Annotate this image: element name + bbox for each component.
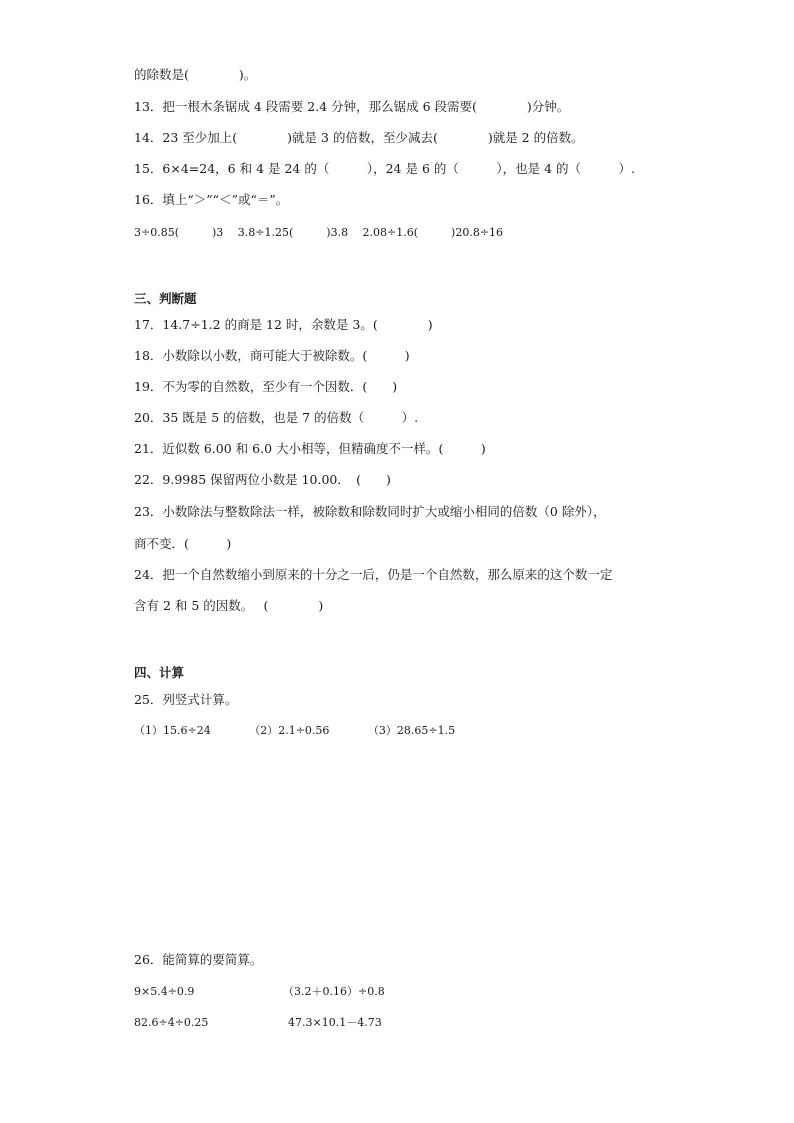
question-21: 21．近似数 6.00 和 6.0 大小相等，但精确度不一样。( ) [134, 441, 486, 456]
question-19: 19．不为零的自然数，至少有一个因数．( ) [134, 379, 398, 394]
question-26-expr-3: 82.6÷4÷0.25 [134, 1016, 209, 1029]
question-26-expr-2: （3.2＋0.16）÷0.8 [283, 985, 385, 998]
question-25-items: （1）15.6÷24 （2）2.1÷0.56 （3）28.65÷1.5 [134, 724, 456, 737]
question-16: 16．填上“＞”“＜”或“＝”。 [134, 192, 289, 207]
question-22: 22．9.9985 保留两位小数是 10.00． ( ) [134, 472, 391, 487]
question-23-line-1: 23．小数除法与整数除法一样，被除数和除数同时扩大或缩小相同的倍数（0 除外）， [134, 504, 606, 519]
question-26-expr-1: 9×5.4÷0.9 [134, 985, 195, 998]
question-15: 15．6×4=24，6 和 4 是 24 的（ ），24 是 6 的（ ），也是 4 的（ ）. [134, 161, 635, 176]
question-18: 18．小数除以小数，商可能大于被除数。( ) [134, 348, 410, 363]
question-13: 13．把一根木条锯成 4 段需要 2.4 分钟，那么锯成 6 段需要( )分钟。 [134, 99, 570, 114]
question-17: 17．14.7÷1.2 的商是 12 时，余数是 3。( ) [134, 317, 433, 332]
question-24-line-1: 24．把一个自然数缩小到原来的十分之一后，仍是一个自然数，那么原来的这个数一定 [134, 567, 613, 582]
question-25: 25．列竖式计算。 [134, 692, 238, 707]
question-23-line-2: 商不变．( ) [134, 536, 232, 551]
question-14: 14．23 至少加上( )就是 3 的倍数，至少减去( )就是 2 的倍数。 [134, 130, 584, 145]
question-24-line-2: 含有 2 和 5 的因数。 ( ) [134, 598, 324, 613]
question-16-items: 3÷0.85( )3 3.8÷1.25( )3.8 2.08÷1.6( )20.8÷16 [134, 226, 504, 239]
section-4-heading: 四、计算 [134, 665, 185, 680]
question-26: 26．能简算的要简算。 [134, 952, 263, 967]
question-20: 20．35 既是 5 的倍数，也是 7 的倍数（ ）. [134, 410, 419, 425]
section-3-heading: 三、判断题 [134, 291, 197, 306]
question-12-tail: 的除数是( )。 [134, 67, 257, 82]
question-26-expr-4: 47.3×10.1－4.73 [288, 1016, 382, 1029]
